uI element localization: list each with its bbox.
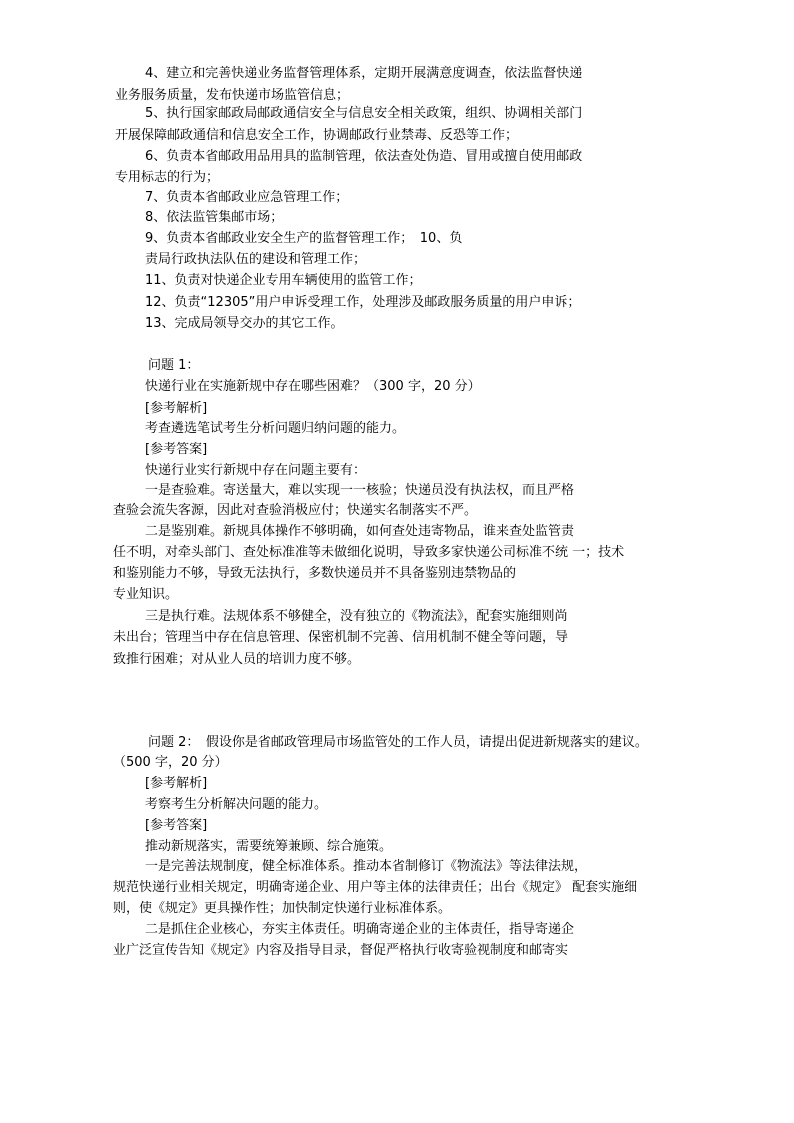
text-line: 一是完善法规制度，健全标准体系。推动本省制修订《物流法》等法律法规， [145, 859, 588, 874]
question-1-heading: 问题 1： [148, 358, 200, 373]
reference-answer-label: [参考答案] [145, 442, 208, 457]
text-line: 三是执行难。法规体系不够健全，没有独立的《物流法》，配套实施细则尚 [145, 609, 568, 624]
text-line: 4、建立和完善快递业务监督管理体系，定期开展满意度调查，依法监督快递 [145, 66, 583, 81]
text-line: 责局行政执法队伍的建设和管理工作； [145, 252, 367, 267]
text-line: 考察考生分析解决问题的能力。 [145, 797, 328, 812]
text-line: 二是鉴别难。新规具体操作不够明确，如何查处违寄物品，谁来查处监管责 [145, 524, 575, 539]
text-line: 8、依法监管集邮市场； [145, 210, 284, 225]
text-line: 则，使《规定》更具操作性；加快制定快递行业标准体系。 [113, 901, 452, 916]
question-2-score: （500 字，20 分） [113, 755, 228, 770]
text-line: 13、完成局领导交办的其它工作。 [145, 316, 344, 331]
text-line: 11、负责对快递企业专用车辆使用的监管工作； [145, 273, 422, 288]
text-line: 规范快递行业相关规定，明确寄递企业、用户等主体的法律责任；出台《规定》 配套实施细 [113, 880, 638, 895]
text-line: 6、负责本省邮政用品用具的监制管理，依法查处伪造、冒用或擅自使用邮政 [145, 149, 583, 164]
text-line: 二是抓住企业核心，夯实主体责任。明确寄递企业的主体责任，指导寄递企 [145, 922, 575, 937]
question-1-text: 快递行业在实施新规中存在哪些困难？（300 字，20 分） [145, 379, 481, 394]
reference-analysis-label: [参考解析] [145, 776, 208, 791]
text-line: 推动新规落实，需要统筹兼顾、综合施策。 [145, 839, 393, 854]
text-line: 业务服务质量，发布快递市场监管信息； [115, 88, 350, 103]
text-line: 任不明，对牵头部门、查处标准准等未做细化说明，导致多家快递公司标准不统 一；技术 [113, 545, 625, 560]
text-line: 考查遴选笔试考生分析问题归纳问题的能力。 [145, 421, 406, 436]
text-line: 一是查验难。寄送量大，难以实现一一核验；快递员没有执法权，而且严格 [145, 483, 575, 498]
text-line: 致推行困难；对从业人员的培训力度不够。 [113, 652, 361, 667]
text-line: 12、负责“12305”用户申诉受理工作，处理涉及邮政服务质量的用户申诉； [145, 295, 581, 310]
reference-analysis-label: [参考解析] [145, 401, 208, 416]
text-line: 专用标志的行为； [115, 170, 220, 185]
text-line: 未出台；管理当中存在信息管理、保密机制不完善、信用机制不健全等问题，导 [113, 630, 569, 645]
text-line: 和鉴别能力不够，导致无法执行，多数快递员并不具备鉴别违禁物品的 [113, 566, 517, 581]
text-line: 业广泛宣传告知《规定》内容及指导目录，督促严格执行收寄验视制度和邮寄实 [113, 943, 569, 958]
text-line: 专业知识。 [113, 587, 179, 602]
reference-answer-label: [参考答案] [145, 818, 208, 833]
text-line: 开展保障邮政通信和信息安全工作，协调邮政行业禁毒、反恐等工作； [115, 128, 519, 143]
text-line: 查验会流失客源，因此对查验消极应付；快递实名制落实不严。 [113, 503, 478, 518]
text-line: 7、负责本省邮政业应急管理工作； [145, 190, 349, 205]
text-line: 快递行业实行新规中存在问题主要有： [145, 463, 367, 478]
question-2-heading: 问题 2： 假设你是省邮政管理局市场监管处的工作人员，请提出促进新规落实的建议。 [148, 735, 648, 750]
text-line: 5、执行国家邮政局邮政通信安全与信息安全相关政策，组织、协调相关部门 [145, 106, 583, 121]
text-line: 9、负责本省邮政业安全生产的监督管理工作； 10、负 [145, 231, 463, 246]
